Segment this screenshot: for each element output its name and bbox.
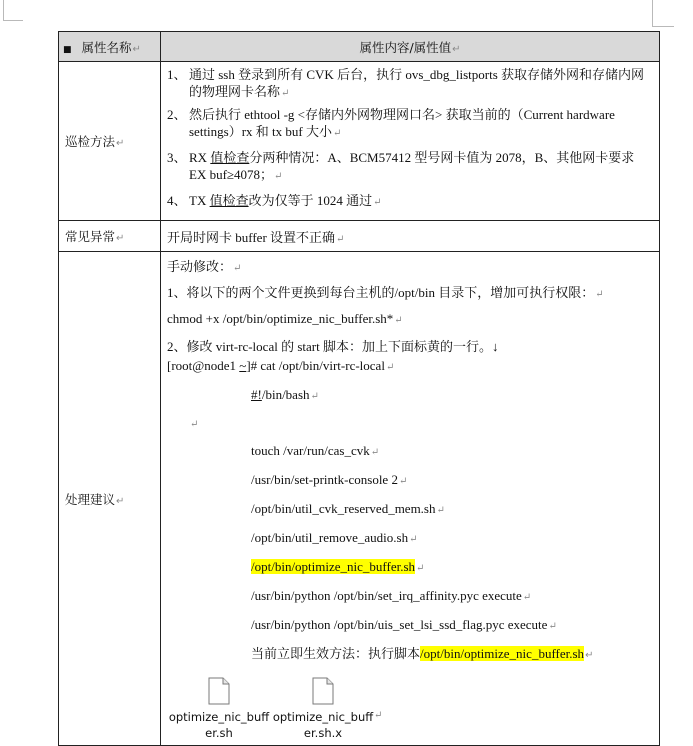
- anomaly-text: 开局时网卡 buffer 设置不正确: [167, 229, 336, 245]
- code-line: [167, 471, 651, 491]
- anomaly-label-text: 常见异常: [65, 229, 116, 244]
- code-text: /usr/bin/python /opt/bin/set_irq_affinity.pyc execute: [251, 588, 522, 603]
- table-row-suggestion: [59, 252, 660, 746]
- paragraph-mark-icon: ↵: [595, 289, 604, 300]
- paragraph-mark-icon: ↵: [548, 621, 557, 632]
- step-1-text: 1、将以下的两个文件更换到每台主机的/opt/bin 目录下，增加可执行权限：: [167, 285, 595, 300]
- immediate-effect-line: [167, 645, 651, 665]
- attached-file-sh-x[interactable]: [271, 677, 375, 741]
- paragraph-mark-icon: ↵: [370, 447, 380, 458]
- row-content-inspection: [161, 62, 660, 221]
- code-blank-line: [167, 415, 651, 433]
- item-prefix: RX: [189, 150, 211, 165]
- item-text: 然后执行 ethtool -g <存储内外网物理网口名> 获取当前的（Current hardware settings）rx 和 tx buf 大小: [189, 107, 615, 139]
- item-text: 通过 ssh 登录到所有 CVK 后台，执行 ovs_dbg_listports 获取存储外网和存储内网的物理网卡名称: [189, 67, 645, 99]
- code-line: [167, 587, 651, 607]
- header-cell-value: [161, 32, 660, 62]
- inspection-item-3: [167, 149, 651, 185]
- header-name-text: 属性名称: [81, 39, 132, 55]
- item-prefix: TX: [189, 193, 210, 208]
- crop-mark-left-horizontal: [3, 20, 23, 21]
- file-name-line1: optimize_nic_buff: [272, 710, 374, 724]
- code-shebang: [167, 386, 651, 406]
- item-number: 2、: [167, 107, 187, 122]
- code-line: [167, 442, 651, 462]
- paragraph-mark-icon: ↵: [436, 505, 445, 516]
- item-number: 1、: [167, 67, 187, 82]
- crop-mark-right-horizontal: [652, 26, 674, 27]
- step-2: [167, 338, 651, 355]
- paragraph-mark-icon: ↵: [416, 563, 425, 574]
- code-text: touch /var/run/cas_cvk: [251, 443, 370, 458]
- effect-label: 当前立即生效方法：执行脚本: [251, 647, 421, 662]
- row-label-inspection: [59, 62, 161, 221]
- cat-command: [167, 357, 651, 376]
- shebang-path: /bin/bash: [261, 387, 310, 402]
- header-cell-name: [59, 32, 161, 62]
- suggestion-label-text: 处理建议: [65, 491, 116, 507]
- code-text: /opt/bin/util_remove_audio.sh: [251, 530, 409, 545]
- paragraph-mark-icon: ↵: [116, 495, 125, 507]
- paragraph-mark-icon: ↵: [385, 362, 395, 373]
- row-label-suggestion: [59, 252, 161, 746]
- manual-text: 手动修改：: [167, 259, 233, 274]
- paragraph-mark-icon: ↵: [281, 88, 290, 99]
- paragraph-mark-icon: ↵: [233, 263, 242, 274]
- file-icon[interactable]: [208, 677, 230, 705]
- paragraph-mark-icon: ↵: [274, 171, 283, 182]
- attached-file-sh[interactable]: [167, 677, 271, 741]
- inspection-item-2: [167, 106, 651, 142]
- file-icon[interactable]: [312, 677, 334, 705]
- code-line-highlighted: [167, 558, 651, 578]
- paragraph-mark-icon: ↵: [522, 592, 532, 603]
- file-name-line1: optimize_nic_buff: [168, 710, 270, 724]
- crop-mark-right-vertical: [652, 0, 653, 26]
- paragraph-mark-icon: ↵: [373, 197, 382, 208]
- effect-script: /opt/bin/optimize_nic_buffer.sh: [420, 646, 585, 661]
- inspection-item-4: [167, 192, 651, 211]
- item-underlined-term: 值检查: [210, 150, 250, 165]
- step-1: [167, 284, 651, 303]
- item-number: 4、: [167, 193, 187, 208]
- prompt-prefix: [root@node1: [167, 358, 240, 373]
- code-line: [167, 500, 651, 520]
- row-content-anomaly: [161, 221, 660, 252]
- paragraph-mark-icon: ↵: [310, 391, 319, 402]
- paragraph-mark-icon: ↵: [409, 534, 418, 545]
- manual-fix-heading: [167, 258, 651, 277]
- chmod-text: chmod +x /opt/bin/optimize_nic_buffer.sh*: [167, 311, 394, 326]
- step-2-text: 2、修改 virt-rc-local 的 start 脚本：加上下面标黄的一行。↓: [167, 339, 499, 354]
- paragraph-mark-icon: ↵: [394, 315, 403, 326]
- item-text: 分两种情况：A、BCM57412 型号网卡值为 2078，B、其他网卡要求 EX buf≥4078；: [189, 150, 635, 182]
- code-text: /opt/bin/util_cvk_reserved_mem.sh: [251, 501, 436, 516]
- shebang-marker: #!: [251, 387, 262, 402]
- paragraph-mark-icon: ↵: [116, 138, 125, 149]
- code-text: /usr/bin/python /opt/bin/uis_set_lsi_ssd_flag.pyc execute: [251, 617, 548, 632]
- paragraph-mark-icon: ↵: [585, 650, 594, 661]
- bullet-icon: ■: [63, 44, 72, 55]
- item-text: 改为仅等于 1024 通过: [248, 193, 373, 208]
- paragraph-mark-icon: ↵: [333, 128, 342, 139]
- code-text: /usr/bin/set-printk-console 2: [251, 472, 398, 487]
- file-name-line2: er.sh.x: [303, 726, 343, 740]
- header-value-text: 属性内容/属性值: [359, 39, 452, 55]
- paragraph-mark-icon: ↵: [398, 476, 408, 487]
- paragraph-mark-icon: ↵: [336, 233, 345, 245]
- inspection-item-1: [167, 66, 651, 102]
- chmod-command: [167, 310, 651, 329]
- row-content-suggestion: [161, 252, 660, 746]
- table-header-row: [59, 32, 660, 62]
- row-label-anomaly: [59, 221, 161, 252]
- crop-mark-left-vertical: [3, 0, 4, 20]
- paragraph-mark-icon: ↵: [116, 233, 125, 244]
- code-line: [167, 616, 651, 636]
- paragraph-mark-icon: ↵: [452, 43, 461, 55]
- highlighted-code-text: /opt/bin/optimize_nic_buffer.sh: [251, 559, 416, 574]
- item-underlined-term: 值检查: [209, 193, 249, 208]
- code-line: [167, 529, 651, 549]
- paragraph-mark-icon: ↵: [132, 43, 141, 55]
- inspection-label-text: 巡检方法: [65, 134, 116, 149]
- attribute-table: [58, 31, 660, 746]
- table-row-anomaly: [59, 221, 660, 252]
- table-row-inspection: [59, 62, 660, 221]
- paragraph-mark-icon: ↵: [374, 710, 383, 721]
- paragraph-mark-icon: ↵: [190, 419, 199, 430]
- file-name-line2: er.sh: [205, 726, 233, 740]
- prompt-tilde: ~: [239, 358, 247, 373]
- item-number: 3、: [167, 150, 187, 165]
- attached-files: [167, 677, 651, 741]
- prompt-suffix: ]# cat /opt/bin/virt-rc-local: [246, 358, 385, 373]
